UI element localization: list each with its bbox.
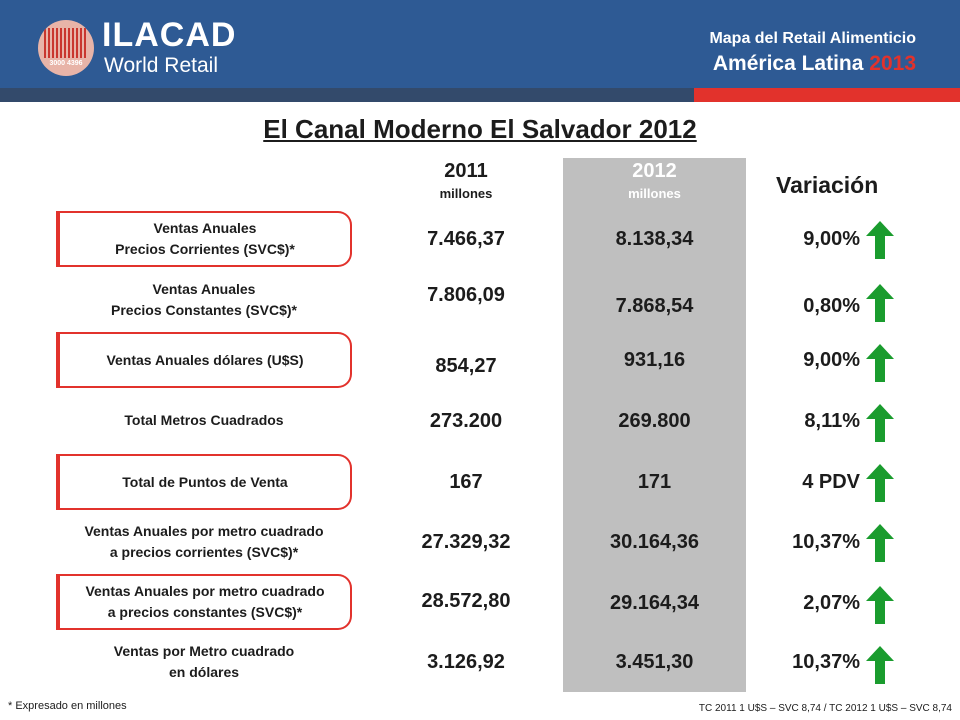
value-2011: 7.466,37 xyxy=(427,228,505,250)
up-arrow-icon xyxy=(866,404,894,442)
row-label-line1: Ventas Anuales por metro cuadrado xyxy=(85,583,325,599)
row-label-box xyxy=(56,634,352,690)
row-label-box xyxy=(56,454,352,510)
header-2012-unit: millones xyxy=(628,186,681,201)
value-2011: 3.126,92 xyxy=(427,651,505,673)
row-label-line1: Ventas Anuales xyxy=(152,281,256,297)
up-arrow-icon xyxy=(866,464,894,502)
value-variation: 0,80% xyxy=(803,295,860,317)
row-label-line2: en dólares xyxy=(168,664,240,680)
value-2012: 3.451,30 xyxy=(615,651,694,673)
table-row xyxy=(0,209,960,269)
value-2012: 269.800 xyxy=(618,410,691,432)
logo-title: ILACAD xyxy=(102,16,237,54)
value-2012: 171 xyxy=(637,471,672,493)
footnote: * Expresado en millones xyxy=(8,700,127,712)
logo-number: 3000 4396 xyxy=(49,60,83,67)
value-2012: 8.138,34 xyxy=(615,228,694,250)
row-label-box xyxy=(56,514,352,570)
table-row xyxy=(0,330,960,390)
table-row xyxy=(0,632,960,692)
row-label-box xyxy=(56,332,352,388)
table-row xyxy=(0,270,960,330)
header-red-accent xyxy=(694,88,960,102)
value-2011: 28.572,80 xyxy=(421,590,511,612)
row-label-line1: Total Metros Cuadrados xyxy=(124,411,284,428)
header-2012: 2012 xyxy=(632,160,677,182)
value-2011: 27.329,32 xyxy=(421,531,511,553)
row-label-line1: Ventas Anuales por metro cuadrado xyxy=(84,523,324,539)
table-row xyxy=(0,390,960,450)
row-label-box xyxy=(56,574,352,630)
row-label-box xyxy=(56,272,352,328)
report-title: Mapa del Retail Alimenticio xyxy=(709,30,916,47)
value-2012: 29.164,34 xyxy=(610,592,699,614)
up-arrow-icon xyxy=(866,646,894,684)
header-2011: 2011 xyxy=(444,160,488,182)
value-variation: 9,00% xyxy=(803,349,860,371)
up-arrow-icon xyxy=(866,344,894,382)
table-row xyxy=(0,452,960,512)
value-2011: 7.806,09 xyxy=(427,284,505,306)
up-arrow-icon xyxy=(866,586,894,624)
up-arrow-icon xyxy=(866,221,894,259)
row-label-box xyxy=(56,392,352,448)
row-label-line2: a precios corrientes (SVC$)* xyxy=(109,544,299,560)
table-row xyxy=(0,512,960,572)
value-variation: 8,11% xyxy=(804,410,860,432)
value-2012: 30.164,36 xyxy=(610,531,699,553)
logo-barcode-icon xyxy=(38,20,94,76)
value-2011: 854,27 xyxy=(435,355,497,377)
value-2011: 167 xyxy=(449,471,483,493)
row-label-line2: a precios constantes (SVC$)* xyxy=(107,604,303,620)
value-2012: 931,16 xyxy=(623,349,686,371)
row-label-line1: Ventas Anuales dólares (U$S) xyxy=(106,351,304,368)
up-arrow-icon xyxy=(866,284,894,322)
value-2011: 273.200 xyxy=(429,410,503,432)
barcode-bars xyxy=(44,28,88,58)
page-title: El Canal Moderno El Salvador 2012 xyxy=(263,114,697,144)
row-label-line1: Ventas Anuales xyxy=(153,220,257,236)
value-variation: 2,07% xyxy=(803,592,860,614)
table-row xyxy=(0,572,960,632)
value-variation: 9,00% xyxy=(803,228,860,250)
exchange-rate-note: TC 2011 1 U$S – SVC 8,74 / TC 2012 1 U$S – SVC 8,74 xyxy=(698,703,952,714)
row-label-box xyxy=(56,211,352,267)
header-variation: Variación xyxy=(776,172,879,198)
report-region xyxy=(713,52,916,76)
up-arrow-icon xyxy=(866,524,894,562)
region-text: América Latina xyxy=(712,52,864,75)
value-2012: 7.868,54 xyxy=(615,295,694,317)
region-year: 2013 xyxy=(869,52,916,75)
value-variation: 10,37% xyxy=(792,531,860,553)
header-2011-unit: millones xyxy=(439,186,493,201)
row-label-line2: Precios Constantes (SVC$)* xyxy=(111,302,297,318)
logo-subtitle: World Retail xyxy=(104,54,218,77)
value-variation: 4 PDV xyxy=(802,471,860,493)
row-label-line2: Precios Corrientes (SVC$)* xyxy=(115,241,295,257)
value-variation: 10,37% xyxy=(792,651,860,673)
row-label-line1: Total de Puntos de Venta xyxy=(122,473,288,490)
row-label-line1: Ventas por Metro cuadrado xyxy=(113,643,295,659)
